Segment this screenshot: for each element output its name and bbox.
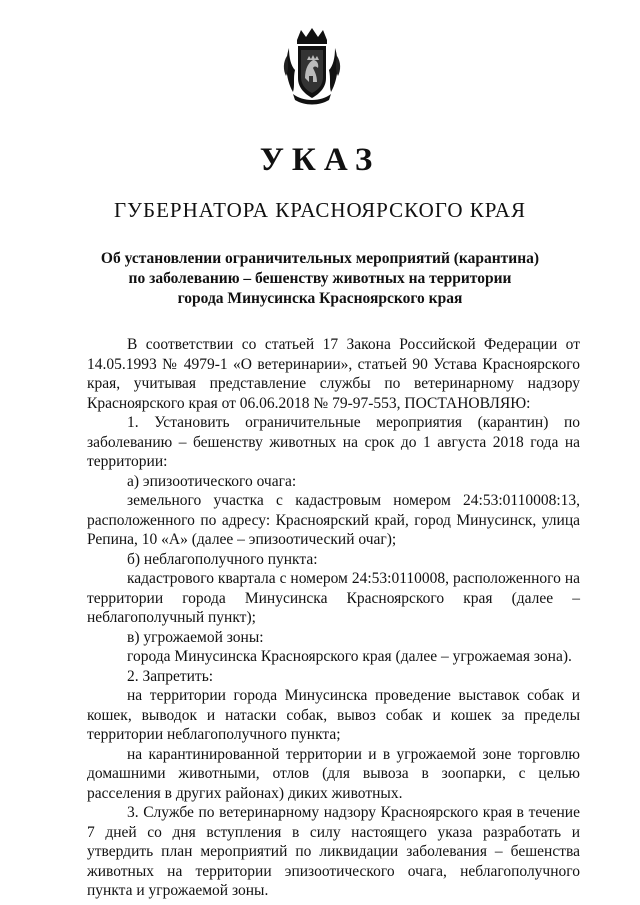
clause-1b-text: кадастрового квартала с номером 24:53:0110008, расположенного на территории города Минусинска Красноярского края (далее – неблагополучный пункт);: [87, 570, 580, 626]
heading-line: по заболеванию – бешенству животных на территории: [128, 270, 512, 287]
clause-1c-title: в) угрожаемой зоны:: [127, 628, 264, 646]
heading-line: Об установлении ограничительных мероприятий (карантина): [100, 250, 540, 267]
coat-of-arms-icon: [283, 26, 341, 108]
document-heading: [80, 249, 560, 309]
clause-1b-title: б) неблагополучного пункта:: [127, 550, 318, 568]
document-subtitle: ГУБЕРНАТОРА КРАСНОЯРСКОГО КРАЯ: [114, 198, 526, 222]
clause-2-item-2: на карантинированной территории и в угрожаемой зоне торговлю домашними животными, отлов (для вывоза в зоопарки, с целью расселения в других районах) диких животных.: [87, 745, 580, 802]
clause-1: 1. Установить ограничительные мероприятия (карантин) по заболеванию – бешенству животных на срок до 1 августа 2018 года на территории:: [87, 414, 580, 470]
clause-3: 3. Службе по ветеринарному надзору Красноярского края в течение 7 дней со дня вступления в силу настоящего указа разработать и утвердить план мероприятий по ликвидации заболевания – бешенства животных на территории эпизоотического очага, неблагополучного пункта и угрожаемой зоны.: [87, 804, 580, 899]
document-body: [87, 335, 580, 901]
clause-2-item-1: на территории города Минусинска проведение выставок собак и кошек, выводок и натаски собак, вывоз собак и кошек за пределы территории неблагополучного пункта;: [87, 687, 580, 743]
clause-1a-title: а) эпизоотического очага:: [127, 472, 297, 490]
clause-1c-text: города Минусинска Красноярского края (далее – угрожаемая зона).: [127, 648, 572, 665]
preamble-paragraph: В соответствии со статьей 17 Закона Российской Федерации от 14.05.1993 № 4979-1 «О ветеринарии», статьей 90 Устава Красноярского края, учитывая представление службы по ветеринарному надзору Красноярского края от 06.06.2018 № 79-97-553, ПОСТАНОВЛЯЮ:: [87, 336, 580, 412]
clause-1a-text: земельного участка с кадастровым номером 24:53:0110008:13, расположенного по адресу: Красноярский край, город Минусинск, улица Репина, 10 «А» (далее – эпизоотический очаг);: [87, 492, 580, 548]
heading-line: города Минусинска Красноярского края: [177, 290, 463, 307]
clause-2-title: 2. Запретить:: [127, 667, 214, 685]
document-title: УКАЗ: [259, 142, 381, 178]
